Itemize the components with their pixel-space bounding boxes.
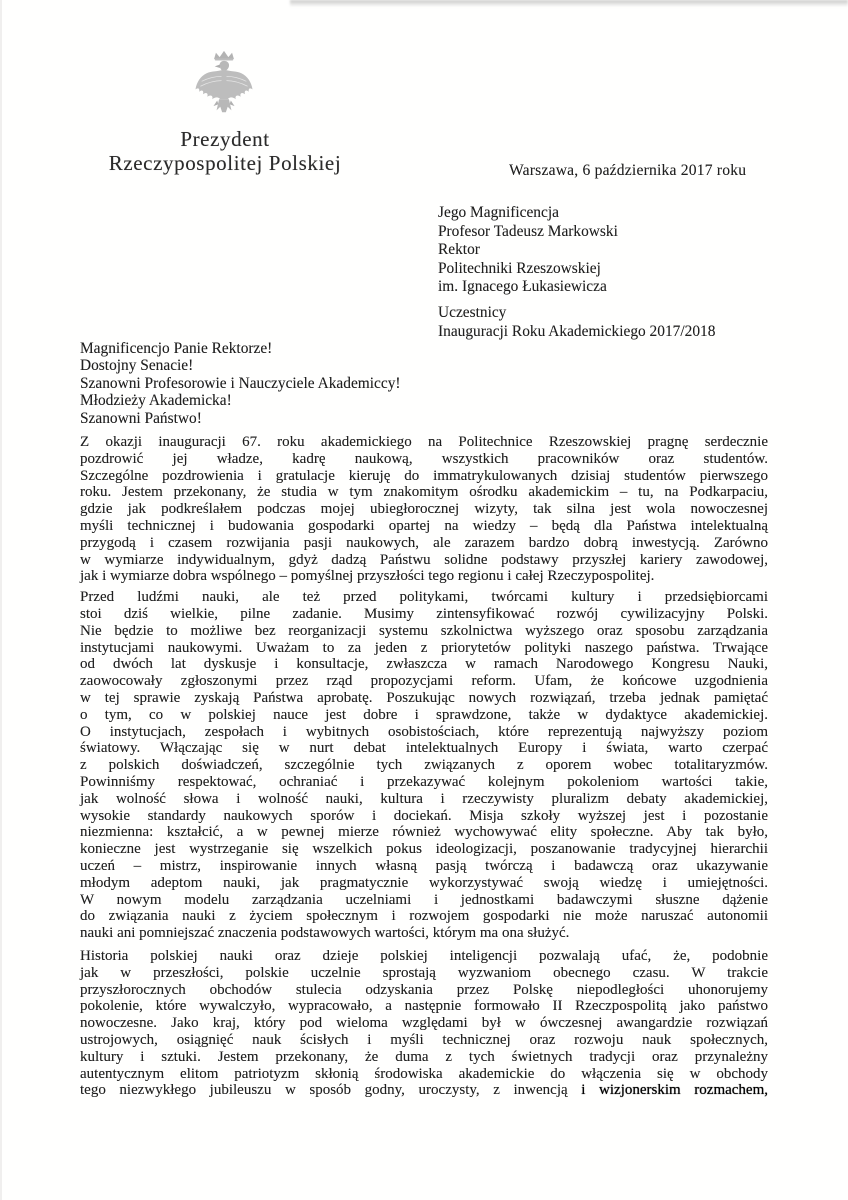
text-line: Rektor: [438, 241, 480, 259]
text-line: młodym adeptom nauki, jak pragmatycznie wykorzystywać swoją wiedzę i umiejętności.: [80, 874, 768, 891]
recipient-audience: [438, 304, 715, 341]
text-line: jak w przeszłości, polskie uczelnie sprostają wyzwaniom obecnego czasu. W trakcie: [80, 964, 768, 981]
text-line: pozdrowić jej władze, kadrę naukową, wszystkich pracowników oraz studentów.: [80, 450, 768, 467]
text-line: przyszłorocznych obchodów stulecia odzyskania przez Polskę niepodległości uhonorujemy: [80, 981, 768, 998]
recipient-addressee: [438, 204, 715, 297]
text-line: pokolenie, które wywalczyło, wypracowało, a następnie formowało II Rzeczpospolitą jako państwo: [80, 998, 768, 1015]
text-line: instytucjami naukowymi. Uważam to za jeden z priorytetów polityki naszego państwa. Trwające: [80, 639, 768, 656]
text-line: jak i wymiarze dobra wspólnego – pomyślnej przyszłości tego regionu i całej Rzeczypospolitej.: [80, 568, 655, 585]
dateline: Warszawa, 6 października 2017 roku: [509, 162, 747, 179]
body-paragraph-1: [80, 434, 768, 585]
polish-eagle-emblem-icon: [193, 50, 255, 120]
text-line: Uczestnicy: [438, 303, 507, 321]
text-line: z polskich doświadczeń, szczególnie tych związanych z oporem wobec totalitaryzmów.: [80, 757, 768, 774]
text-line: zaowocowały zgłoszonymi przez rząd propozycjami reform. Ufam, że końcowe uzgodnienia: [80, 673, 768, 690]
text-line: od dwóch lat dyskusje i konsultacje, zwłaszcza w ramach Narodowego Kongresu Nauki,: [80, 656, 768, 673]
darkened-scan-text: i wizjonerskim rozmachem,: [581, 1082, 769, 1099]
text-line: Młodzieży Akademicka!: [80, 392, 232, 410]
text-line: O instytucjach, zespołach i wybitnych osobistościach, które reprezentują najwyższy poziom: [80, 723, 768, 740]
sender-office-line: Prezydent: [180, 127, 270, 151]
text-line: ustrojowych, osiągnięć nauk ścisłych i myśli technicznej oraz rozwoju nauk społecznych,: [80, 1031, 768, 1048]
text-line: Magnificencjo Panie Rektorze!: [80, 340, 273, 357]
text-line: nowoczesne. Jako kraj, który pod wieloma względami był w ówczesnej awangardzie rozwiązań: [80, 1015, 768, 1032]
text-line: im. Ignacego Łukasiewicza: [438, 278, 607, 296]
scanner-artifact-band: [290, 0, 848, 7]
text-line: Szczególne pozdrowienia i gratulacje kieruję do immatrykulowanych dzisiaj studentów pierwszego: [80, 467, 768, 484]
text-line: wysokie standardy naukowych sporów i dociekań. Misja szkoły wyższej jest i pozostanie: [80, 807, 768, 824]
text-line: gdzie jak podkreślałem podczas mojej ubiegłorocznej wizyty, tak silna jest wola nowoczesnej: [80, 501, 768, 518]
sender-office-line: Rzeczypospolitej Polskiej: [108, 151, 342, 175]
sender-office-title: [88, 127, 362, 175]
text-line: stoi dziś wielkie, pilne zadanie. Musimy zintensyfikować rozwój cywilizacyjny Polski.: [80, 606, 768, 622]
text-line: Szanowni Profesorowie i Nauczyciele Akademiccy!: [80, 374, 401, 392]
text-line: Szanowni Państwo!: [80, 409, 202, 427]
recipient-block: [438, 204, 715, 341]
text-line: Powinniśmy respektować, ochraniać i przekazywać kolejnym pokoleniom wartości takie,: [80, 773, 768, 790]
text-line: Historia polskiej nauki oraz dzieje polskiej inteligencji pozwalają ufać, że, podobnie: [80, 947, 768, 964]
text-line: jak wolność słowa i wolność nauki, kultura i rzeczywisty pluralizm debaty akademickiej,: [80, 790, 768, 807]
text-line: autentycznym elitom patriotyzm skłonią środowiska akademickie do włączenia się w obchody: [80, 1065, 768, 1082]
text-line: w wymiarze indywidualnym, gdyż dadzą Państwu solidne podstawy przyszłej kariery zawodowej,: [80, 551, 768, 568]
text-line: kultury i sztuki. Jestem przekonany, że duma z tych świetnych tradycji oraz przynależny: [80, 1048, 768, 1065]
body-paragraph-2: [80, 589, 768, 942]
text-line: do związania nauki z życiem społecznym i rozwojem gospodarki nie może naruszać autonomii: [80, 908, 768, 925]
text-line: Dostojny Senacie!: [80, 357, 194, 375]
text-line: Inauguracji Roku Akademickiego 2017/2018: [438, 322, 716, 340]
body-paragraph-3: [80, 948, 768, 1099]
salutation-block: [80, 340, 768, 427]
text-line: o tym, co w polskiej nauce jest dobre i sprawdzone, także w dydaktyce akademickiej.: [80, 706, 768, 723]
text-line: Nie będzie to możliwe bez reorganizacji systemu szkolnictwa wyższego oraz sposobu zarządzania: [80, 622, 768, 639]
text-line: Politechniki Rzeszowskiej: [438, 259, 601, 277]
text-line: roku. Jestem przekonany, że studia w tym znakomitym ośrodku akademickim – tu, na Podkarpaciu,: [80, 484, 768, 501]
text-line: niezmienna: kształcić, a w pewnej mierze również wychowywać elity społeczne. Aby tak było,: [80, 824, 768, 841]
text-line: Z okazji inauguracji 67. roku akademickiego na Politechnice Rzeszowskiej pragnę serdecznie: [80, 434, 768, 451]
text-line: Przed ludźmi nauki, ale też przed politykami, twórcami kultury i przedsiębiorcami: [80, 589, 768, 606]
text-line: nauki ani pomniejszać znaczenia podstawowych wartości, którym ma ona służyć.: [80, 925, 570, 942]
text-line: Jego Magnificencja: [438, 204, 559, 221]
text-line: W nowym modelu zarządzania uczelniami i jednostkami badawczymi słuszne dążenie: [80, 891, 768, 908]
text-line: [80, 1082, 768, 1099]
text-line: w tej sprawie zyskają Państwa aprobatę. Poszukując nowych rozwiązań, trzeba jednak pamiętać: [80, 689, 768, 706]
text-line: myśli technicznej i budowania gospodarki opartej na wiedzy – będą dla Państwa intelektualną: [80, 518, 768, 535]
letter-body: [80, 340, 768, 1099]
text-line: światowy. Włączając się w nurt debat intelektualnych Europy i świata, warto czerpać: [80, 740, 768, 757]
text-line: przygodą i czasem rozwijania pasji naukowych, ale zarazem bardzo dobrą inwestycją. Zarówno: [80, 534, 768, 551]
text-line: Profesor Tadeusz Markowski: [438, 222, 618, 240]
text-line: uczeń – mistrz, inspirowanie innych własną pasją twórczą i badawczą oraz ukazywanie: [80, 857, 768, 874]
text-line: konieczne jest wystrzeganie się wszelkich pokus ideologizacji, poszanowanie tradycyjnej hierarchii: [80, 841, 768, 858]
text-line-segment: tego niezwykłego jubileuszu w sposób godny, uroczysty, z inwencją: [80, 1082, 582, 1099]
